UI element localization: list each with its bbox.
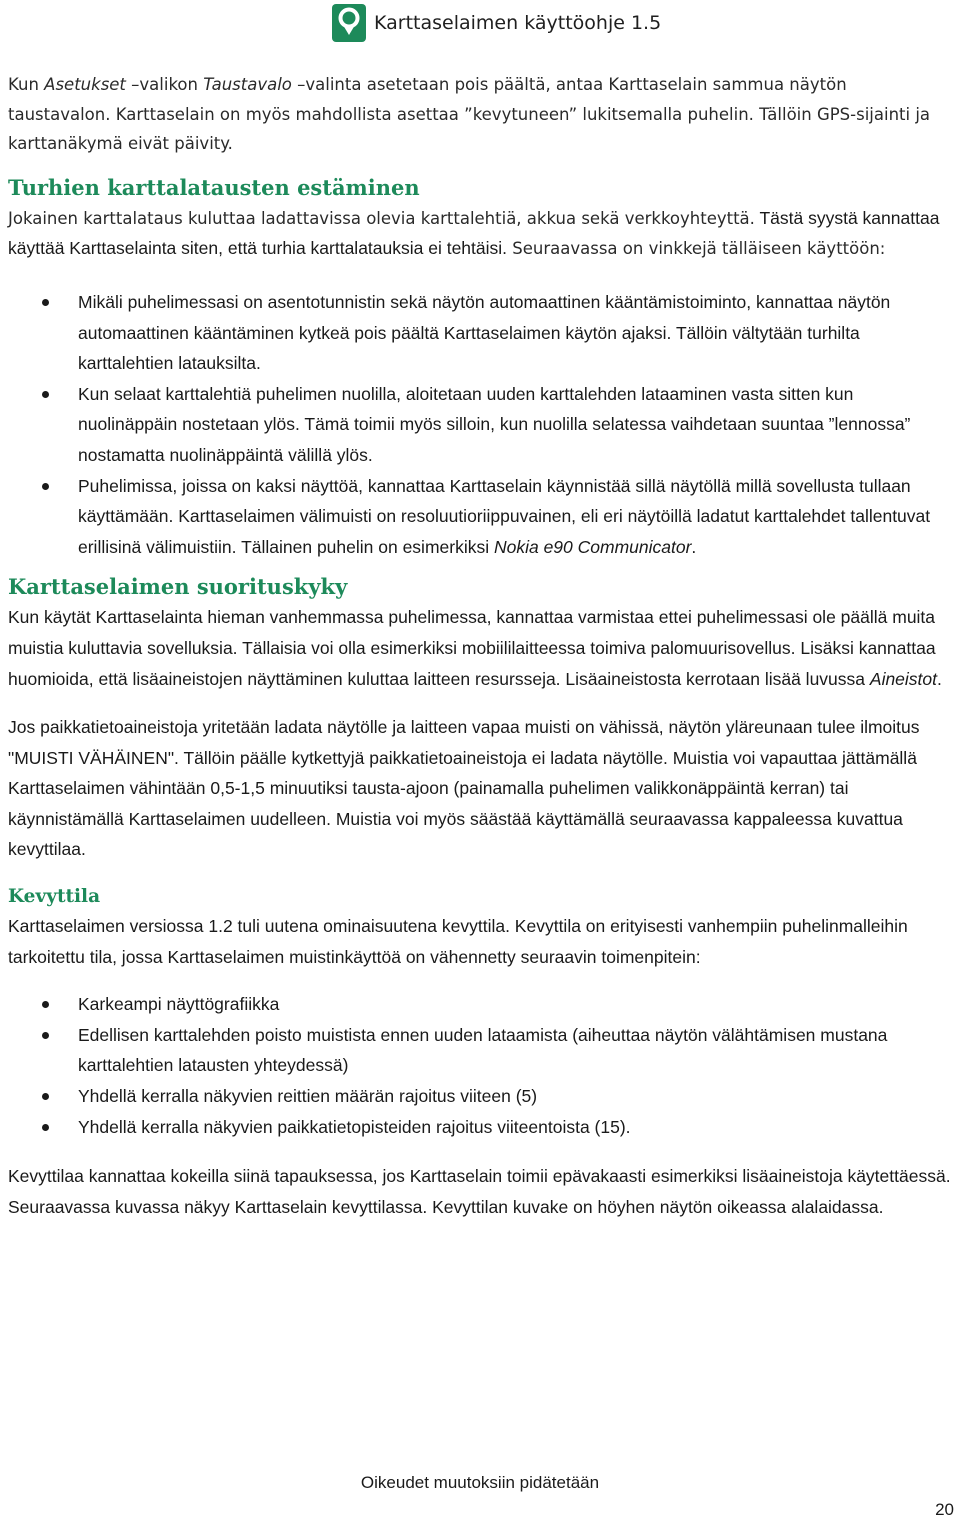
bullet-icon — [42, 391, 49, 398]
page-header — [332, 4, 661, 42]
section3-paragraph-2: Kevyttilaa kannattaa kokeilla siinä tapauksessa, jos Karttaselain toimii epävakaasti esimerkiksi lisäaineistoja käytettäessä. Seuraavassa kuvassa näkyy Karttaselain kevyttilassa. Kevyttilan kuvake on höyhen näytön oikeassa alalaidassa. — [8, 1166, 951, 1217]
bullet-icon — [42, 1124, 49, 1131]
section2-paragraph-1: Kun käytät Karttaselainta hieman vanhemmassa puhelimessa, kannattaa varmistaa ettei puhelimessasi ole päällä muita muistia kuluttavia sovelluksia. Tällaisia voi olla esimerkiksi mobiililaitteessa toimiva palomuurisovellus. Lisäksi kannattaa huomioida, että lisäaineistojen näyttäminen kuluttaa laitteen resursseja. Lisäaineistosta kerrotaan lisää luvussa Aineistot. — [8, 607, 942, 689]
bullet-icon — [42, 1001, 49, 1008]
section-heading-turhien: Turhien karttalatausten estäminen — [8, 174, 420, 200]
list-item: Karkeampi näyttögrafiikka — [8, 989, 954, 1020]
page-number: 20 — [935, 1500, 954, 1519]
section2-paragraph-2: Jos paikkatietoaineistoja yritetään ladata näytölle ja laitteen vapaa muisti on vähissä, näytön yläreunaan tulee ilmoitus "MUISTI VÄHÄINEN". Tällöin päälle kytkettyjä paikkatietoaineistoja ei ladata näytölle. Muistia voi vapauttaa jättämällä Karttaselaimen vähintään 0,5-1,5 minuutiksi tausta-ajoon (painamalla puhelimen valikkonäppäintä kerran) tai käynnistämällä Karttaselaimen uudelleen. Muistia voi myös säästää käyttämällä seuraavassa kappaleessa kuvattua kevyttilaa. — [8, 717, 920, 860]
list-item: Puhelimissa, joissa on kaksi näyttöä, kannattaa Karttaselain käynnistää sillä näytöllä millä sovellusta tullaan käyttämään. Karttaselaimen välimuisti on resoluutioriippuvainen, eli eri näytöillä ladatut karttalehdet tallentuvat erillisinä välimuistiin. Tällainen puhelin on esimerkiksi Nokia e90 Communicator. — [8, 471, 954, 563]
section3-paragraph-1: Karttaselaimen versiossa 1.2 tuli uutena ominaisuutena kevyttila. Kevyttila on erityisesti vanhempiin puhelinmalleihin tarkoitettu tila, jossa Karttaselaimen muistinkäyttöä on vähennetty seuraavin toimenpitein: — [8, 916, 908, 967]
map-pin-logo-icon — [332, 4, 366, 42]
section-heading-suorituskyky: Karttaselaimen suorituskyky — [8, 574, 348, 600]
bullet-icon — [42, 1032, 49, 1039]
bullet-icon — [42, 1093, 49, 1100]
document-body — [8, 70, 954, 1222]
section-heading-kevyttila: Kevyttila — [8, 886, 101, 908]
bullet-icon — [42, 299, 49, 306]
list-item: Yhdellä kerralla näkyvien paikkatietopisteiden rajoitus viiteentoista (15). — [8, 1112, 954, 1143]
list-item: Kun selaat karttalehtiä puhelimen nuolilla, aloitetaan uuden karttalehden lataaminen vasta sitten kun nuolinäppäin nostetaan ylös. Tämä toimii myös silloin, kun nuolilla selatessa vaihdetaan suuntaa ”lennossa” nostamatta nuolinäppäintä välillä ylös. — [8, 379, 954, 471]
list-item: Yhdellä kerralla näkyvien reittien määrän rajoitus viiteen (5) — [8, 1081, 954, 1112]
document-title: Karttaselaimen käyttöohje 1.5 — [374, 12, 662, 34]
section1-paragraph: Jokainen karttalataus kuluttaa ladattavissa olevia karttalehtiä, akkua sekä verkkoyhteyttä. Tästä syystä kannattaa käyttää Karttaselainta siten, että turhia karttalatauksia ei tehtäisi. Seuraavassa on vinkkejä tälläiseen käyttöön: — [8, 207, 940, 259]
intro-paragraph: Kun Asetukset –valikon Taustavalo –valinta asetetaan pois päältä, antaa Karttaselain sammua näytön taustavalon. Karttaselain on myös mahdollista asettaa ”kevytuneen” lukitsemalla puhelin. Tällöin GPS-sijainti ja karttanäkymä eivät päivity. — [8, 75, 931, 154]
footer-rights-text: Oikeudet muutoksiin pidätetään — [360, 1473, 600, 1492]
list-item: Edellisen karttalehden poisto muistista ennen uuden lataamista (aiheuttaa näytön välähtämisen mustana karttalehtien latausten yhteydessä) — [8, 1020, 954, 1081]
tips-list — [8, 287, 954, 562]
bullet-icon — [42, 483, 49, 490]
list-item: Mikäli puhelimessasi on asentotunnistin sekä näytön automaattinen kääntämistoiminto, kannattaa näytön automaattinen kääntäminen kytkeä pois päältä Karttaselaimen käytön ajaksi. Tällöin vältytään turhilta karttalehtien latauksilta. — [8, 287, 954, 379]
kevyttila-list — [8, 989, 954, 1142]
